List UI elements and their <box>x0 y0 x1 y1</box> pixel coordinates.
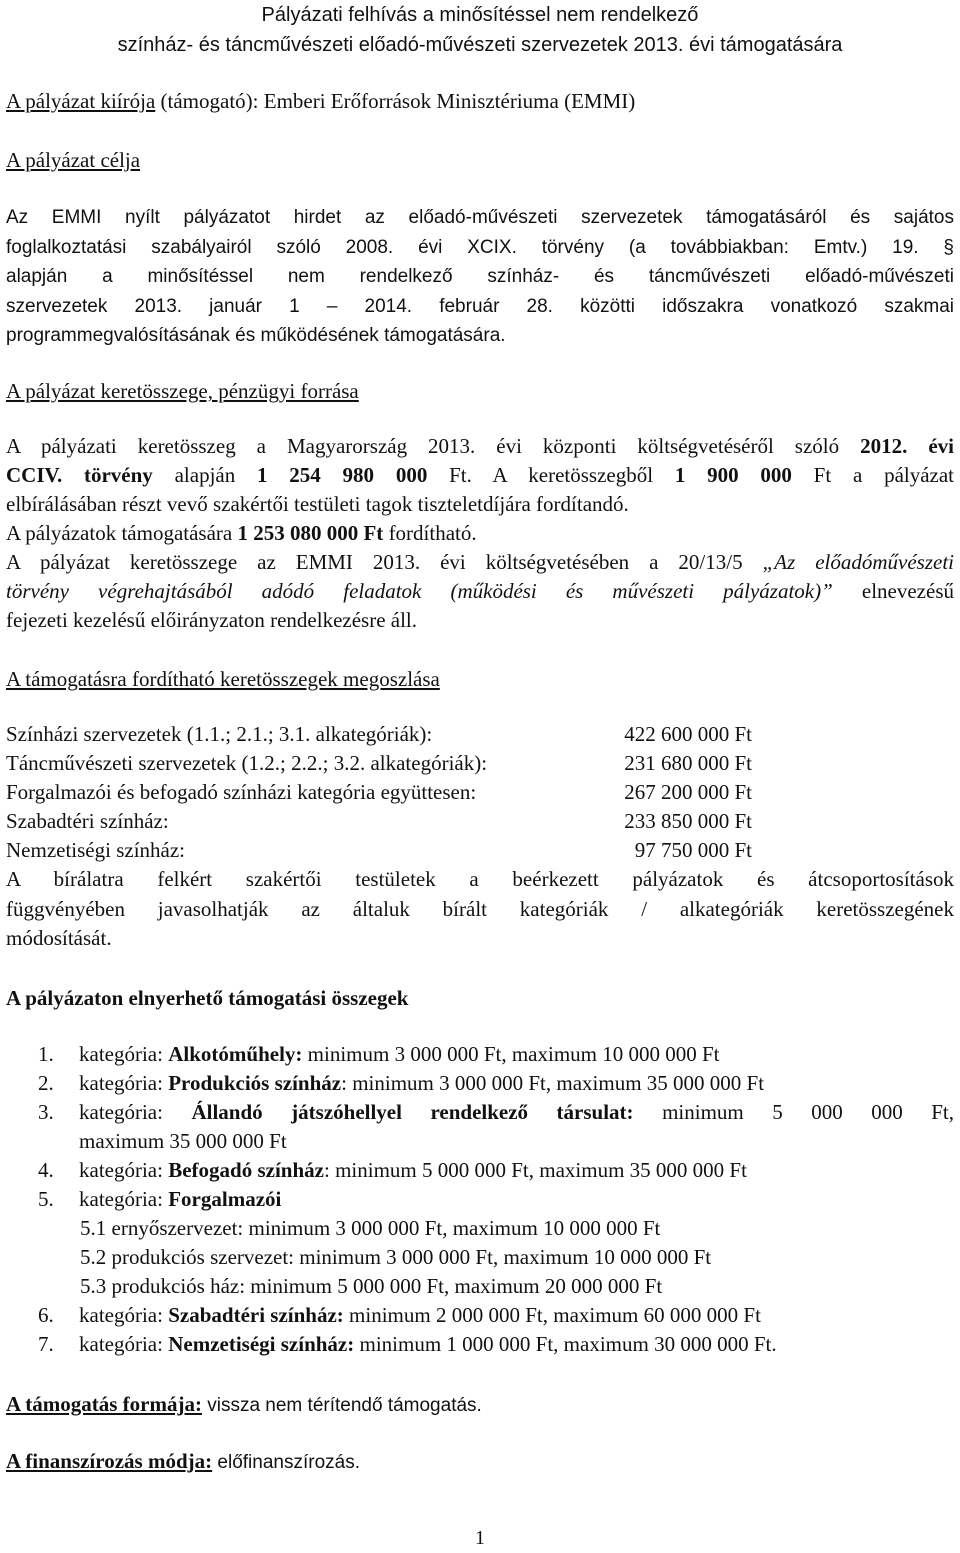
support-form-line <box>6 1389 954 1421</box>
item-number: 7. <box>38 1332 54 1356</box>
allocation-value: 422 600 000 Ft <box>624 722 752 746</box>
budget-paragraph <box>6 432 954 635</box>
budget-line-5-text: A pályázat keretösszege az EMMI 2013. évi költségvetésében a 20/13/5 <box>6 550 763 574</box>
allocation-table <box>6 720 766 865</box>
item-number: 1. <box>38 1042 54 1066</box>
allocation-value: 231 680 000 Ft <box>624 751 752 775</box>
budget-line-6 <box>6 577 954 606</box>
budget-line-4-text: A pályázatok támogatására <box>6 521 238 545</box>
amount-item-6 <box>6 1301 954 1330</box>
allocation-note-line-1: A bírálatra felkért szakértői testületek a beérkezett pályázatok és átcsoportosítások <box>6 867 954 891</box>
budget-heading-row <box>6 376 954 406</box>
financing-line <box>6 1446 954 1478</box>
item-prefix: kategória: <box>79 1158 169 1182</box>
allocation-heading: A támogatásra fordítható keretösszegek megoszlása <box>6 667 440 691</box>
allocation-label: Nemzetiségi színház: <box>6 838 186 862</box>
purpose-line-2: foglalkoztatási szabályairól szóló 2008. évi XCIX. törvény (a továbbiakban: Emtv.) 19. § <box>6 236 954 258</box>
allocation-label: Színházi szervezetek (1.1.; 2.1.; 3.1. alkategóriák): <box>6 722 433 746</box>
title-line-1: Pályázati felhívás a minősítéssel nem rendelkező <box>261 4 699 26</box>
item-range-continued: maximum 35 000 000 Ft <box>79 1129 287 1153</box>
allocation-note-line-3: módosítását. <box>6 926 112 950</box>
amounts-heading: A pályázaton elnyerhető támogatási összegek <box>6 986 409 1010</box>
item-range: minimum 1 000 000 Ft, maximum 30 000 000 Ft. <box>354 1332 777 1356</box>
purpose-heading-row <box>6 145 954 175</box>
amount-item-1 <box>6 1040 954 1069</box>
issuer-label: A pályázat kiírója <box>6 89 156 113</box>
allocation-label: Szabadtéri színház: <box>6 809 169 833</box>
allocation-value: 97 750 000 Ft <box>634 838 752 862</box>
purpose-line-5: programmegvalósításának és működésének támogatására. <box>6 325 506 346</box>
amounts-list <box>6 1040 954 1359</box>
budget-total-amount: 1 254 980 000 <box>257 463 428 487</box>
budget-line-6-end: elnevezésű <box>832 579 954 603</box>
item-number: 4. <box>38 1158 54 1182</box>
amount-item-7 <box>6 1330 954 1359</box>
title-line-2: színház- és táncművészeti előadó-művészeti szervezetek 2013. évi támogatására <box>117 34 843 56</box>
allocation-value: 233 850 000 Ft <box>624 809 752 833</box>
item-number: 5. <box>38 1187 54 1211</box>
item-prefix: kategória: <box>79 1187 169 1211</box>
allocation-row <box>6 807 766 836</box>
item-category: Nemzetiségi színház: <box>168 1332 355 1356</box>
item-category: Szabadtéri színház: <box>168 1303 344 1327</box>
allocation-label: Táncművészeti szervezetek (1.2.; 2.2.; 3.2. alkategóriák): <box>6 751 488 775</box>
amount-item-5 <box>6 1185 954 1214</box>
budget-line-2-mid: alapján <box>152 463 257 487</box>
item-number: 6. <box>38 1303 54 1327</box>
budget-line-2 <box>6 461 954 490</box>
amount-subitem-5-2: 5.2 produkciós szervezet: minimum 3 000 000 Ft, maximum 10 000 000 Ft <box>80 1245 712 1269</box>
item-category: Forgalmazói <box>168 1187 282 1211</box>
budget-law-year: 2012. évi <box>860 434 955 458</box>
budget-line-1 <box>6 432 954 461</box>
issuer-line <box>6 86 954 116</box>
amount-subitem-5-3: 5.3 produkciós ház: minimum 5 000 000 Ft, maximum 20 000 000 Ft <box>80 1274 663 1298</box>
amount-subitem-5-1: 5.1 ernyőszervezet: minimum 3 000 000 Ft, maximum 10 000 000 Ft <box>80 1216 661 1240</box>
budget-line-3: elbírálásában részt vevő szakértői testületi tagok tiszteletdíjára fordítandó. <box>6 492 629 516</box>
budget-available-amount: 1 253 080 000 Ft <box>237 521 384 545</box>
budget-line-1-text: A pályázati keretösszeg a Magyarország 2013. évi központi költségvetéséről szóló <box>6 434 861 458</box>
allocation-heading-row <box>6 664 954 694</box>
allocation-value: 267 200 000 Ft <box>624 780 752 804</box>
item-range: minimum 5 000 000 Ft, <box>633 1100 954 1124</box>
issuer-text: (támogató): Emberi Erőforrások Minisztériuma (EMMI) <box>155 89 636 113</box>
financing-label: A finanszírozás módja: <box>6 1449 213 1473</box>
page-number: 1 <box>475 1527 485 1549</box>
item-number: 2. <box>38 1071 54 1095</box>
allocation-row <box>6 749 766 778</box>
item-range: : minimum 5 000 000 Ft, maximum 35 000 000 Ft <box>323 1158 747 1182</box>
budget-line-4-end: fordítható. <box>383 521 477 545</box>
budget-fee-amount: 1 900 000 <box>674 463 792 487</box>
item-3-first-line <box>79 1098 954 1127</box>
item-category: Alkotóműhely: <box>168 1042 303 1066</box>
allocation-note-line-2: függvényében javasolhatják az általuk bírált kategóriák / alkategóriák keretösszegének <box>6 896 954 921</box>
budget-law-number: CCIV. törvény <box>6 463 153 487</box>
item-prefix: kategória: <box>79 1042 169 1066</box>
budget-total-currency: Ft. <box>427 463 472 487</box>
budget-line-4 <box>6 519 954 548</box>
allocation-row <box>6 836 766 865</box>
budget-line-7: fejezeti kezelésű előirányzaton rendelkezésre áll. <box>6 608 418 632</box>
purpose-heading: A pályázat célja <box>6 148 141 172</box>
allocation-label: Forgalmazói és befogadó színházi kategória együttesen: <box>6 780 477 804</box>
item-range: minimum 2 000 000 Ft, maximum 60 000 000 Ft <box>343 1303 761 1327</box>
item-range: : minimum 3 000 000 Ft, maximum 35 000 000 Ft <box>341 1071 765 1095</box>
allocation-note <box>6 865 954 954</box>
support-form-text: vissza nem térítendő támogatás. <box>201 1395 482 1416</box>
item-category: Befogadó színház <box>168 1158 324 1182</box>
budget-heading: A pályázat keretösszege, pénzügyi forrása <box>6 379 359 403</box>
financing-text: előfinanszírozás. <box>212 1452 360 1473</box>
support-form-label: A támogatás formája: <box>6 1392 202 1416</box>
amount-item-4 <box>6 1156 954 1185</box>
budget-appropriation-name-1: „Az előadóművészeti <box>762 550 955 574</box>
purpose-paragraph <box>6 203 954 351</box>
budget-line-2-end: Ft a pályázat <box>791 463 955 487</box>
item-category: Produkciós színház <box>168 1071 342 1095</box>
item-prefix: kategória: <box>79 1100 192 1124</box>
item-range: minimum 3 000 000 Ft, maximum 10 000 000 Ft <box>302 1042 720 1066</box>
item-prefix: kategória: <box>79 1303 169 1327</box>
purpose-line-3: alapján a minősítéssel nem rendelkező színház- és táncművészeti előadó-művészeti <box>6 266 954 287</box>
item-prefix: kategória: <box>79 1071 169 1095</box>
item-category: Állandó játszóhellyel rendelkező társulat: <box>191 1100 634 1124</box>
budget-line-2-rest: A keretösszegből <box>471 463 675 487</box>
item-number: 3. <box>38 1100 54 1124</box>
allocation-row <box>6 778 766 807</box>
purpose-line-1: Az EMMI nyílt pályázatot hirdet az előadó-művészeti szervezetek támogatásáról és sajátos <box>6 207 954 228</box>
document-title <box>0 0 960 60</box>
allocation-row <box>6 720 766 749</box>
purpose-line-4: szervezetek 2013. január 1 – 2014. február 28. közötti időszakra vonatkozó szakmai <box>6 295 954 317</box>
item-prefix: kategória: <box>79 1332 169 1356</box>
budget-line-5 <box>6 548 954 577</box>
amount-item-3 <box>6 1098 954 1156</box>
amounts-heading-row <box>6 983 954 1013</box>
amount-item-2 <box>6 1069 954 1098</box>
budget-appropriation-name-2: törvény végrehajtásából adódó feladatok (működési és művészeti pályázatok)” <box>6 579 833 603</box>
